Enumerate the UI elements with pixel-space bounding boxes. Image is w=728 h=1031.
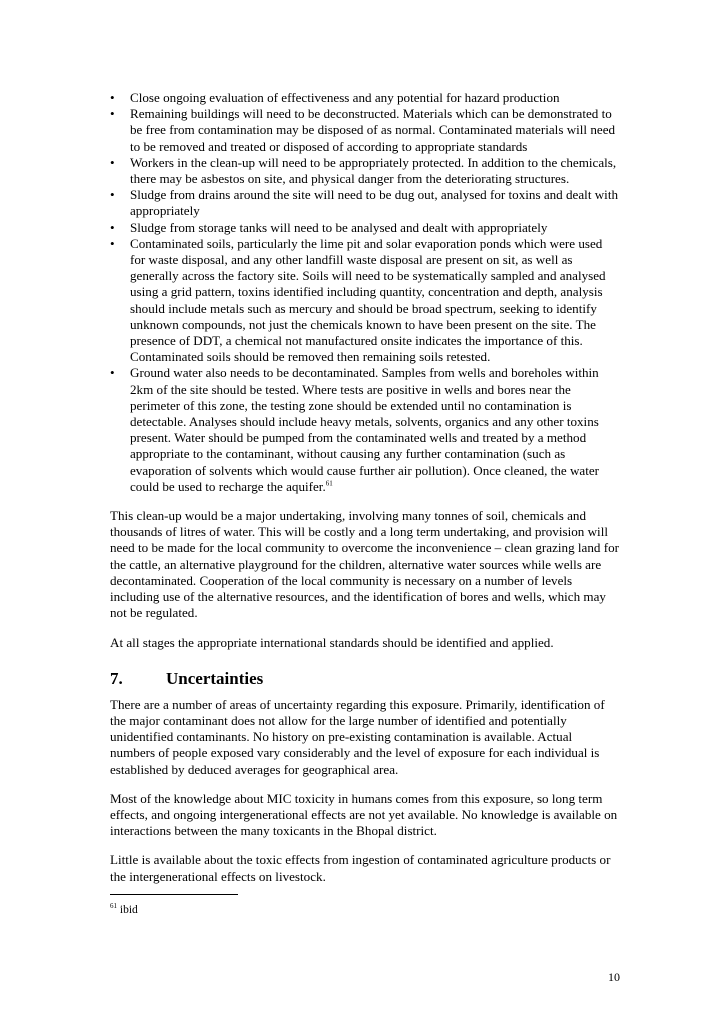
- recommendation-list: [110, 90, 620, 495]
- list-item: [110, 365, 620, 495]
- page-content: [110, 90, 620, 917]
- bullet-icon: •: [110, 90, 115, 105]
- section-number: 7.: [110, 668, 123, 688]
- list-item: [110, 155, 620, 187]
- list-item-text: Contaminated soils, particularly the lime pit and solar evaporation ponds which were used for waste disposal, and any other landfill waste disposal are present on sit, as well as generally across the factory site. Soils will need to be systematically sampled and analysed using a grid pattern, toxins identified including quantity, concentration and depth, analysis should include metals such as mercury and should be broad spectrum, seeking to identify unknown compounds, not just the chemicals known to have been present on the site. The presence of DDT, a chemical not manufactured onsite indicates the importance of this. Contaminated soils should be removed then remaining soils retested.: [130, 235, 606, 365]
- section-title: Uncertainties: [166, 668, 264, 688]
- section-heading: [110, 668, 620, 690]
- list-item-text: Sludge from storage tanks will need to be analysed and dealt with appropriately: [130, 219, 548, 235]
- list-item-text: Sludge from drains around the site will need to be dug out, analysed for toxins and dealt with appropriately: [130, 187, 619, 219]
- bullet-icon: •: [110, 219, 115, 235]
- list-item: [110, 220, 620, 236]
- bullet-icon: •: [110, 235, 115, 251]
- list-item: [110, 236, 620, 366]
- list-item: [110, 90, 620, 106]
- page-number: 10: [608, 970, 620, 984]
- list-item: [110, 187, 620, 219]
- bullet-icon: •: [110, 154, 115, 170]
- body-paragraph: Most of the knowledge about MIC toxicity in humans comes from this exposure, so long term effects, and ongoing intergenerational effects are not yet available. No knowledge is available on interactions between the many toxicants in the Bhopal district.: [110, 790, 618, 839]
- bullet-icon: •: [110, 187, 115, 203]
- list-item-text: Close ongoing evaluation of effectiveness and any potential for hazard production: [130, 90, 560, 105]
- bullet-icon: •: [110, 106, 115, 122]
- body-paragraph: Little is available about the toxic effects from ingestion of contaminated agriculture products or the intergenerational effects on livestock.: [110, 852, 611, 884]
- list-item: [110, 106, 620, 155]
- body-paragraph: This clean-up would be a major undertaking, involving many tonnes of soil, chemicals and thousands of litres of water. This will be costly and a long term undertaking, and provision will need to be made for the local community to overcome the inconvenience – clean grazing land for the cattle, an alternative playground for the children, alternative water sources while wells are decontaminated. Cooperation of the local community is necessary on a number of levels including use of the alternative resources, and the identification of bores and wells, which may not be regulated.: [110, 508, 620, 621]
- list-item-text: Ground water also needs to be decontaminated. Samples from wells and boreholes within 2km of the site should be tested. Where tests are positive in wells and bores near the perimeter of this zone, the testing zone should be extended until no contamination is detectable. Analyses should include heavy metals, solvents, organics and any other toxins present. Water should be pumped from the contaminated wells and treated by a method appropriate to the contaminant, without causing any further contamination (such as evaporation of solvents which would cause further air pollution). Once cleaned, the water could be used to recharge the aquifer.: [130, 365, 600, 494]
- body-paragraph: There are a number of areas of uncertainty regarding this exposure. Primarily, identification of the major contaminant does not allow for the large number of identified and potentially unidentified contaminants. No history on pre-existing contamination is available. Actual numbers of people exposed vary considerably and the level of exposure for each individual is established by deduced averages for geographical area.: [110, 696, 605, 777]
- footnote-text: ibid: [119, 903, 138, 916]
- bullet-icon: •: [110, 365, 115, 381]
- list-item-text: Workers in the clean-up will need to be appropriately protected. In addition to the chemicals, there may be asbestos on site, and physical danger from the deteriorating structures.: [130, 154, 617, 187]
- footnote-reference[interactable]: 61: [325, 479, 333, 488]
- footnote-number: 61: [110, 901, 117, 910]
- footnote: [110, 903, 620, 917]
- footnote-separator: [110, 894, 238, 895]
- body-paragraph: At all stages the appropriate international standards should be identified and applied.: [110, 634, 554, 650]
- list-item-text: Remaining buildings will need to be deconstructed. Materials which can be demonstrated to be free from contamination may be disposed of as normal. Contaminated materials will need to be removed and treated or disposed of according to appropriate standards: [130, 106, 616, 154]
